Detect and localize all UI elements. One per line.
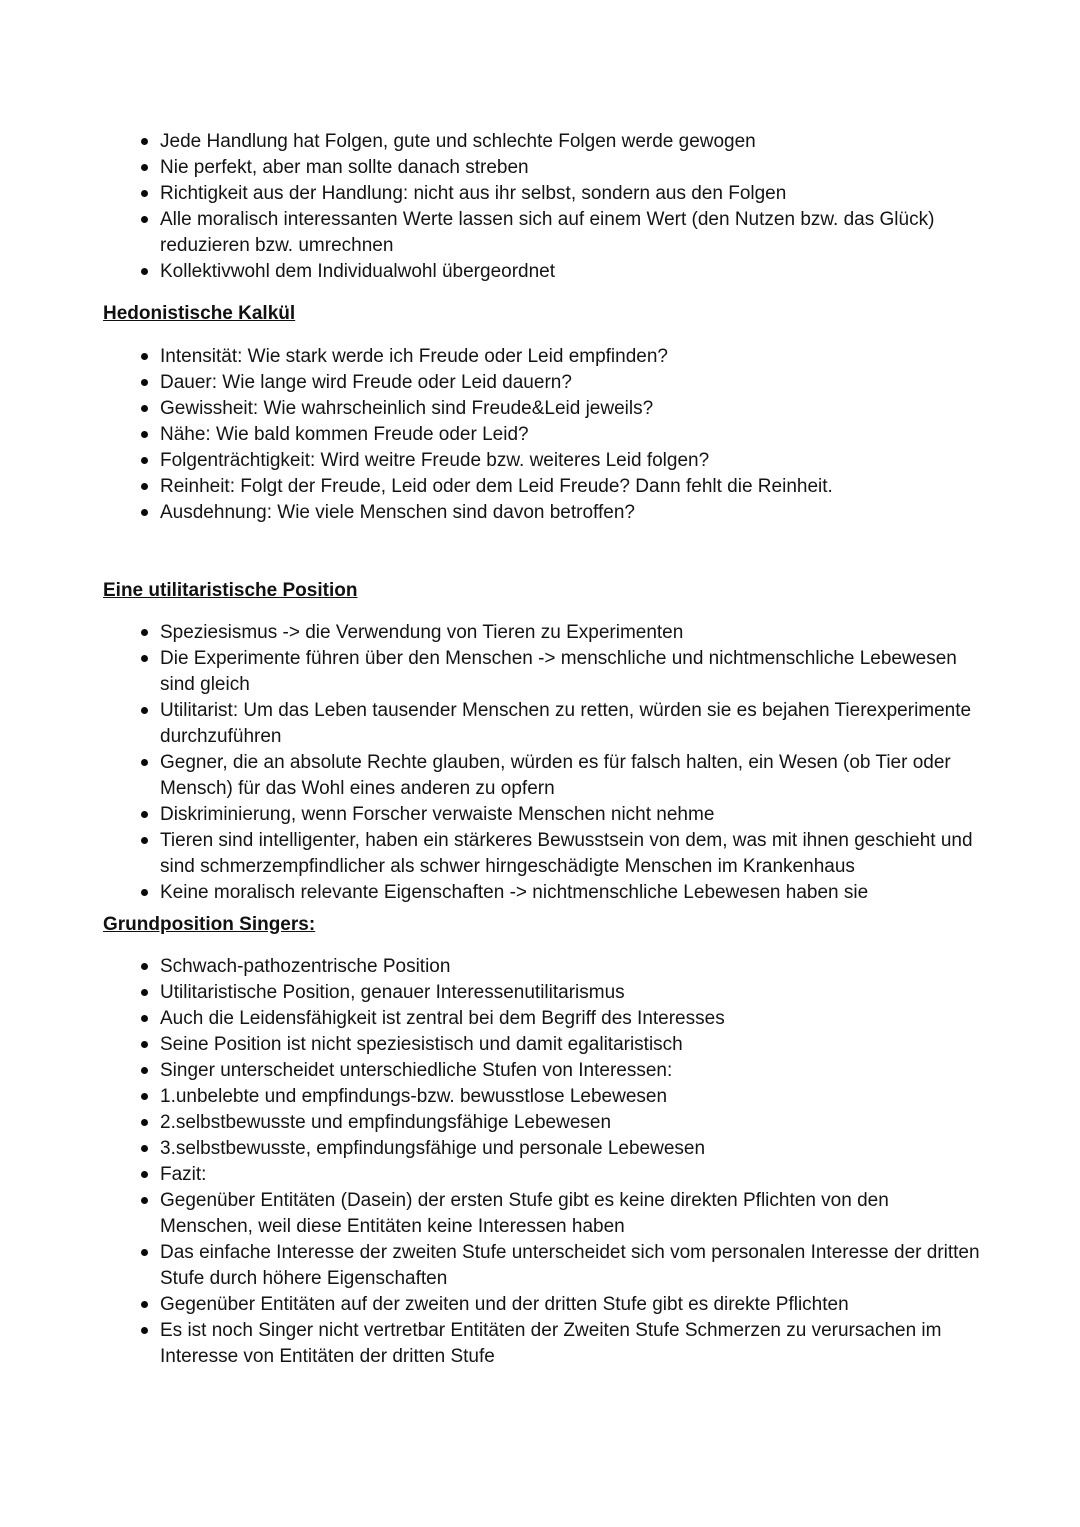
list-item: 3.selbstbewusste, empfindungsfähige und personale Lebewesen (103, 1136, 980, 1162)
list-item: Es ist noch Singer nicht vertretbar Entitäten der Zweiten Stufe Schmerzen zu verursachen im Interesse von Entitäten der dritten Stufe (103, 1318, 980, 1370)
section-heading: Hedonistische Kalkül (103, 303, 296, 324)
section-hedonistische-kalkuel (103, 301, 980, 526)
list-item: Richtigkeit aus der Handlung: nicht aus ihr selbst, sondern aus den Folgen (103, 181, 980, 207)
list-item: Das einfache Interesse der zweiten Stufe unterscheidet sich vom personalen Interesse der dritten Stufe durch höhere Eigenschaften (103, 1240, 980, 1292)
list-item: Reinheit: Folgt der Freude, Leid oder dem Leid Freude? Dann fehlt die Reinheit. (103, 474, 980, 500)
list-item: Auch die Leidensfähigkeit ist zentral bei dem Begriff des Interesses (103, 1006, 980, 1032)
list-item: Folgenträchtigkeit: Wird weitre Freude bzw. weiteres Leid folgen? (103, 448, 980, 474)
list-item: Keine moralisch relevante Eigenschaften -> nichtmenschliche Lebewesen haben sie (103, 880, 980, 906)
list-item: Fazit: (103, 1162, 980, 1188)
section-utilitaristische-position (103, 578, 980, 906)
list-item: Diskriminierung, wenn Forscher verwaiste Menschen nicht nehme (103, 802, 980, 828)
list-item: Utilitarist: Um das Leben tausender Menschen zu retten, würden sie es bejahen Tierexperimente durchzuführen (103, 698, 980, 750)
list-item: Singer unterscheidet unterschiedliche Stufen von Interessen: (103, 1058, 980, 1084)
list-item: Alle moralisch interessanten Werte lassen sich auf einem Wert (den Nutzen bzw. das Glück) reduzieren bzw. umrechnen (103, 207, 980, 259)
section-heading: Grundposition Singers: (103, 914, 316, 935)
bullet-list (103, 620, 980, 906)
section-heading: Eine utilitaristische Position (103, 580, 358, 601)
list-item: Kollektivwohl dem Individualwohl übergeordnet (103, 259, 980, 285)
list-item: Seine Position ist nicht speziesistisch und damit egalitaristisch (103, 1032, 980, 1058)
list-item: Gewissheit: Wie wahrscheinlich sind Freude&Leid jeweils? (103, 396, 980, 422)
list-item: Intensität: Wie stark werde ich Freude oder Leid empfinden? (103, 344, 980, 370)
section-grundposition-singers (103, 912, 980, 1370)
list-item: Gegenüber Entitäten auf der zweiten und der dritten Stufe gibt es direkte Pflichten (103, 1292, 980, 1318)
list-item: Nähe: Wie bald kommen Freude oder Leid? (103, 422, 980, 448)
list-item: Jede Handlung hat Folgen, gute und schlechte Folgen werde gewogen (103, 129, 980, 155)
list-item: Dauer: Wie lange wird Freude oder Leid dauern? (103, 370, 980, 396)
list-item: Gegner, die an absolute Rechte glauben, würden es für falsch halten, ein Wesen (ob Tier oder Mensch) für das Wohl eines anderen zu opfern (103, 750, 980, 802)
list-item: 1.unbelebte und empfindungs-bzw. bewusstlose Lebewesen (103, 1084, 980, 1110)
list-item: Die Experimente führen über den Menschen -> menschliche und nichtmenschliche Lebewesen sind gleich (103, 646, 980, 698)
list-item: Gegenüber Entitäten (Dasein) der ersten Stufe gibt es keine direkten Pflichten von den Menschen, weil diese Entitäten keine Interessen haben (103, 1188, 980, 1240)
list-item: Tieren sind intelligenter, haben ein stärkeres Bewusstsein von dem, was mit ihnen geschieht und sind schmerzempfindlicher als schwer hirngeschädigte Menschen im Krankenhaus (103, 828, 980, 880)
list-item: Speziesismus -> die Verwendung von Tieren zu Experimenten (103, 620, 980, 646)
list-item: 2.selbstbewusste und empfindungsfähige Lebewesen (103, 1110, 980, 1136)
list-item: Utilitaristische Position, genauer Interessenutilitarismus (103, 980, 980, 1006)
list-item: Schwach-pathozentrische Position (103, 954, 980, 980)
bullet-list (103, 344, 980, 526)
list-item: Ausdehnung: Wie viele Menschen sind davon betroffen? (103, 500, 980, 526)
bullet-list (103, 129, 980, 285)
bullet-list (103, 954, 980, 1370)
section-intro (103, 129, 980, 285)
list-item: Nie perfekt, aber man sollte danach streben (103, 155, 980, 181)
